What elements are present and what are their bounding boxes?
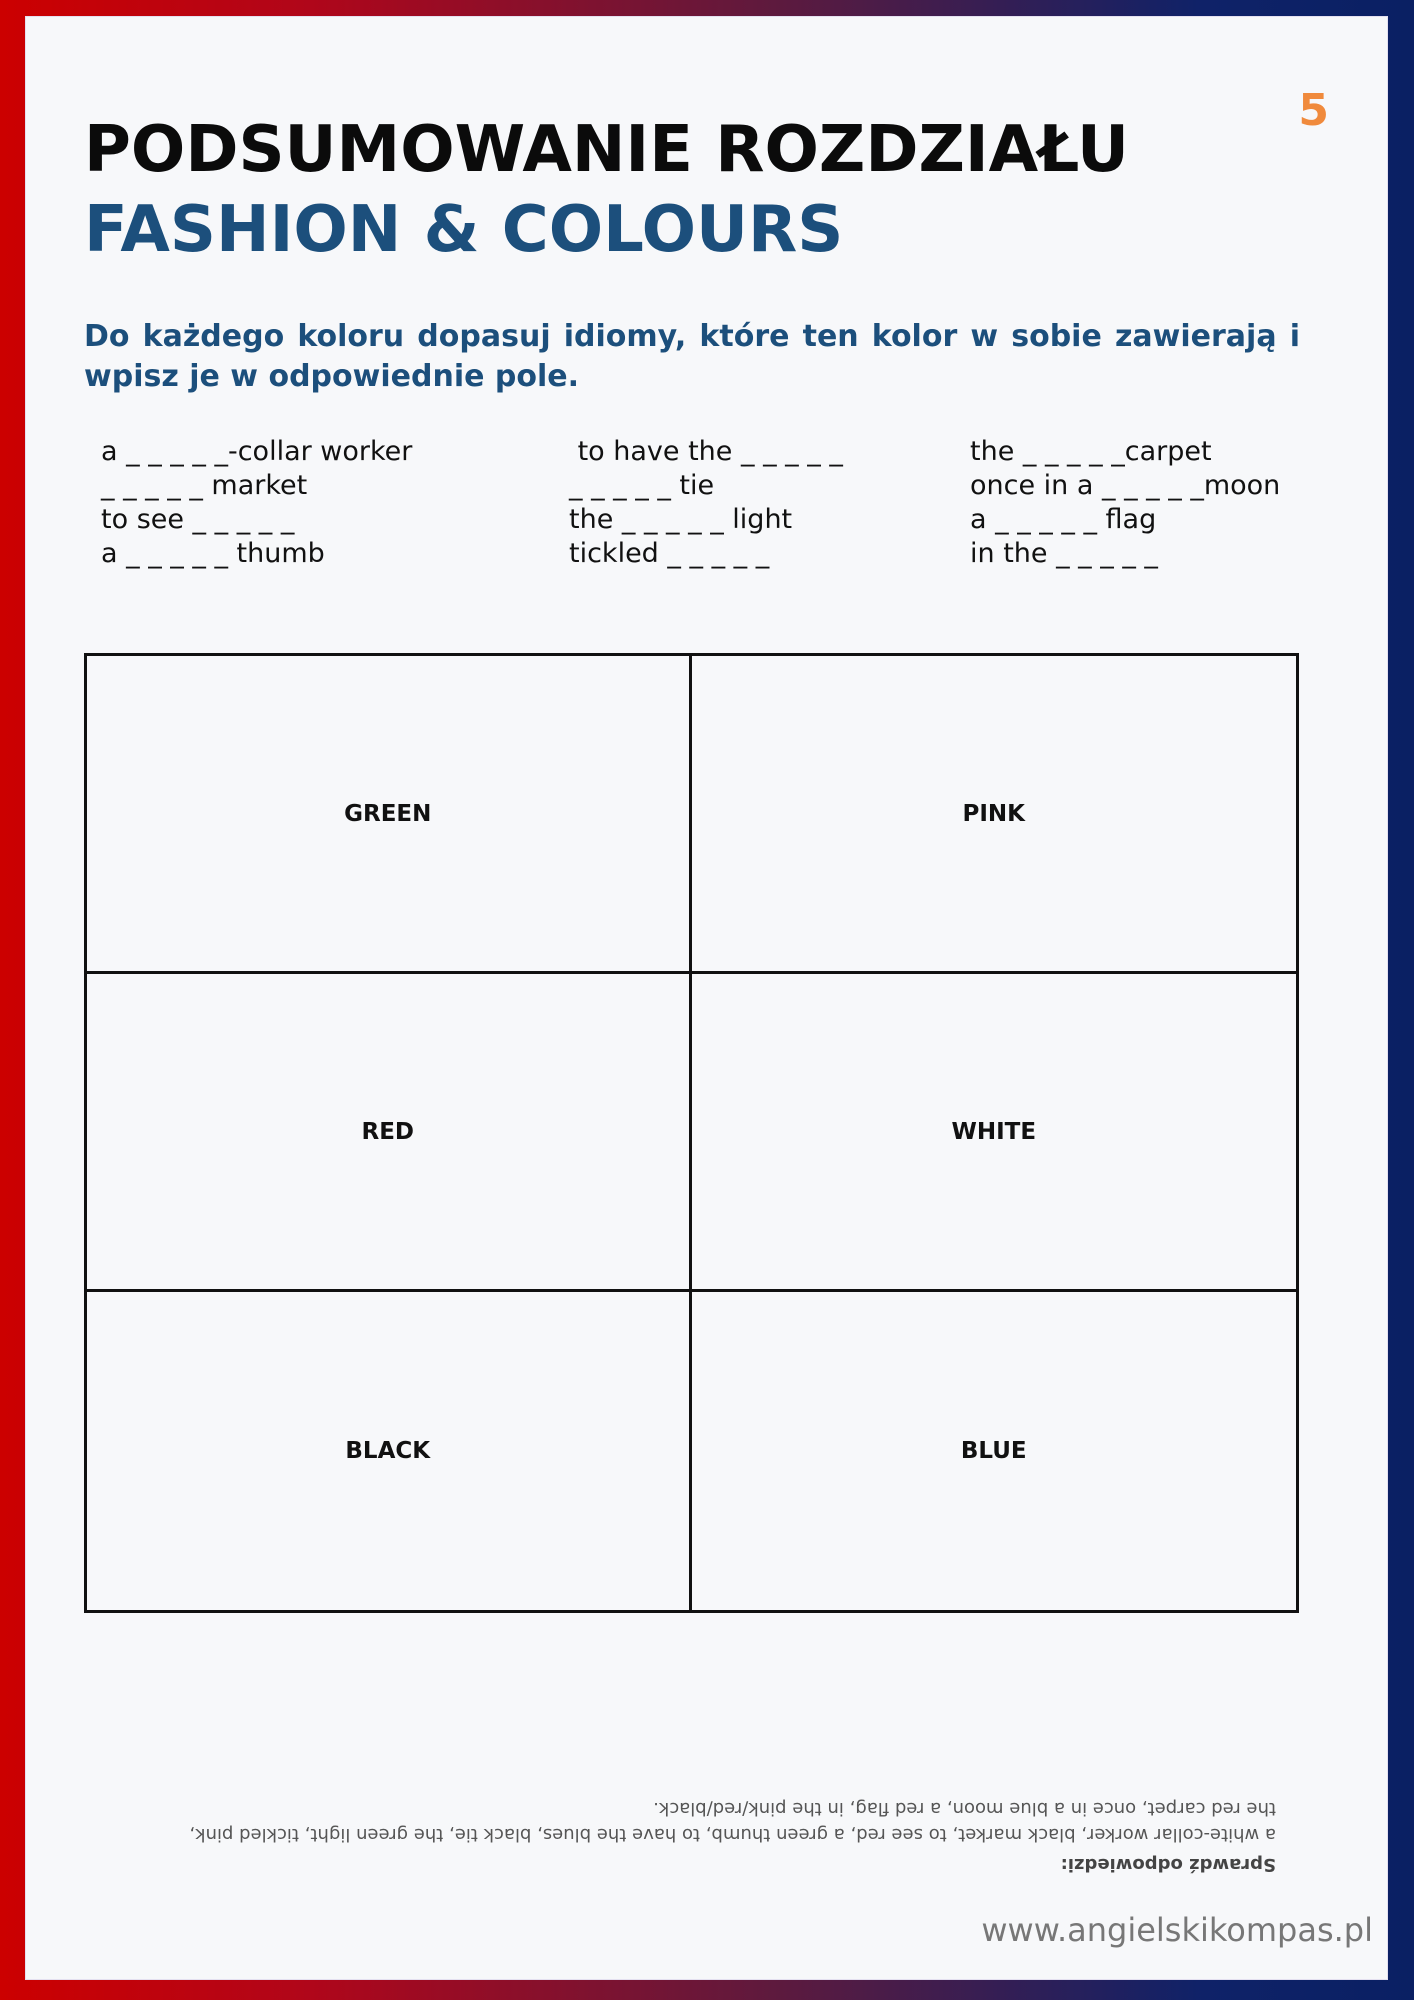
color-label-black: BLACK	[345, 1438, 431, 1464]
color-label-white: WHITE	[951, 1118, 1037, 1145]
title-chapter-summary: PODSUMOWANIE ROZDZIAŁU	[84, 113, 1129, 187]
answer-key-upside-down	[116, 1795, 1276, 1877]
footer-website-link[interactable]: www.angielskikompas.pl	[981, 1911, 1373, 1949]
title-topic: FASHION & COLOURS	[84, 193, 844, 267]
answer-box-green[interactable]	[87, 656, 692, 974]
worksheet-page	[25, 16, 1388, 1980]
color-answer-grid	[84, 653, 1299, 1613]
idiom-item: the _ _ _ _ _carpet	[970, 436, 1212, 467]
word-bank-column-3	[970, 435, 1280, 571]
color-label-green: GREEN	[344, 800, 432, 827]
idiom-item: a _ _ _ _ _ thumb	[101, 538, 325, 569]
answer-key-title: Sprawdź odpowiedzi:	[1060, 1854, 1276, 1875]
word-bank-column-1	[101, 435, 412, 571]
idiom-item: a _ _ _ _ _-collar worker	[101, 436, 413, 467]
answer-key-line: a white-collar worker, black market, to see red, a green thumb, to have the blues, black tie, the green light, tickled pink,	[189, 1824, 1276, 1845]
idiom-item: to have the _ _ _ _ _	[569, 436, 843, 467]
answer-box-pink[interactable]	[692, 656, 1297, 974]
idiom-item: in the _ _ _ _ _	[970, 538, 1158, 569]
page-number: 5	[1298, 85, 1329, 136]
color-label-blue: BLUE	[960, 1438, 1027, 1464]
idiom-item: _ _ _ _ _ market	[101, 470, 308, 501]
color-label-red: RED	[361, 1118, 414, 1145]
exercise-instruction: Do każdego koloru dopasuj idiomy, które ten kolor w sobie zawierają i wpisz je w odpowiednie pole.	[84, 319, 1300, 394]
answer-box-blue[interactable]	[692, 1292, 1297, 1610]
idiom-item: to see _ _ _ _ _	[101, 504, 295, 535]
idiom-item: tickled _ _ _ _ _	[569, 538, 770, 569]
answer-box-red[interactable]	[87, 974, 692, 1292]
color-label-pink: PINK	[962, 800, 1025, 827]
answer-box-black[interactable]	[87, 1292, 692, 1610]
answer-box-white[interactable]	[692, 974, 1297, 1292]
word-bank-column-2	[569, 435, 843, 571]
idiom-item: a _ _ _ _ _ flag	[970, 504, 1157, 535]
idiom-item: the _ _ _ _ _ light	[569, 504, 793, 535]
idiom-item: _ _ _ _ _ tie	[569, 470, 715, 501]
idiom-item: once in a _ _ _ _ _moon	[970, 470, 1281, 501]
answer-key-line: the red carpet, once in a blue moon, a red flag, in the pink/red/black.	[653, 1798, 1276, 1819]
